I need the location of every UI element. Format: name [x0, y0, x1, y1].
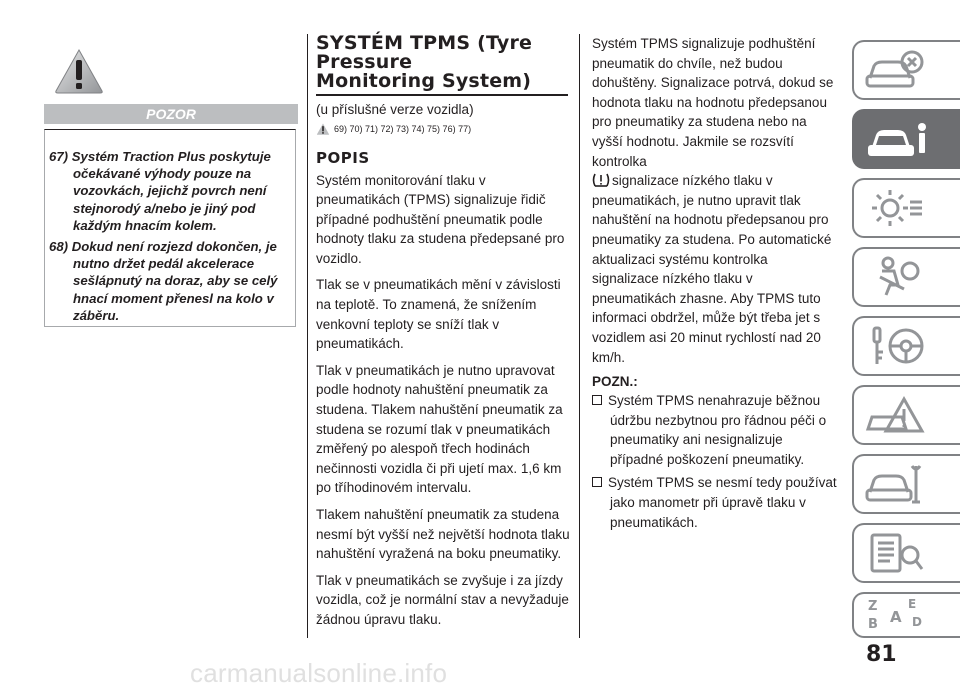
svg-text:A: A: [890, 608, 902, 626]
tab-specifications[interactable]: [852, 523, 960, 583]
tab-safety[interactable]: [852, 247, 960, 307]
paragraph: [592, 34, 838, 367]
car-dashboard-info-icon: [864, 117, 934, 161]
note-item: [592, 391, 838, 469]
column-divider: [307, 34, 308, 638]
title-line: SYSTÉM TPMS (Tyre: [316, 32, 533, 54]
title-underline: [316, 94, 568, 96]
version-note: (u příslušné verze vozidla): [316, 101, 474, 117]
subsection-title: POPIS: [316, 148, 370, 167]
note-text: Systém TPMS se nesmí tedy používat jako manometr při úpravě tlaku v pneumatikách.: [608, 475, 837, 530]
tab-emergency[interactable]: [852, 385, 960, 445]
car-info-icon: [864, 48, 928, 92]
specifications-list-icon: [864, 531, 928, 575]
warning-note: 68) Dokud není rozjezd dokončen, je nutno držet pedál akcelerace sešlápnutý na doraz, aby se celý hnací moment přenesl na kolo v záběru.: [49, 239, 278, 323]
tab-lights[interactable]: [852, 178, 960, 238]
tab-dashboard-info[interactable]: [852, 109, 960, 169]
tab-car-info[interactable]: [852, 40, 960, 100]
watermark: carmanualsonline.info: [190, 658, 448, 688]
tab-service[interactable]: [852, 454, 960, 514]
svg-text:D: D: [912, 615, 922, 629]
svg-text:E: E: [908, 597, 917, 611]
index-alphabet-icon: [864, 596, 928, 634]
warning-references: [316, 123, 570, 135]
checkbox-bullet-icon: [592, 395, 602, 405]
car-service-icon: [864, 462, 928, 506]
paragraph-text: Systém TPMS signalizuje podhuštění pneumatik do chvíle, než budou dohuštěny. Signalizace potrvá, dokud se hodnota tlaku na hodnotu předepsanou pro pneumatiky za studena nebo na vyšší hodnotu. Jakmile se rozsvítí kontrolka: [592, 36, 834, 169]
tab-index[interactable]: [852, 592, 960, 638]
checkbox-bullet-icon: [592, 477, 602, 487]
section-title: [316, 34, 570, 91]
tpms-section: [316, 34, 570, 637]
warning-note: 67) Systém Traction Plus poskytuje očekávané výhody pouze na vozovkách, jejichž povrch není stejnorodý a/nebo je jiný pod každým hnacím kolem.: [49, 149, 271, 233]
paragraph-text: signalizace nízkého tlaku v pneumatikách, je nutno upravit tlak nahuštění na hodnotu předepsanou pro pneumatiky za studena. Po automatické aktualizaci systému kontrolka signalizace nízkého tlaku v pneumatikách zhasne. Aby TPMS tuto informaci obdržel, může být třeba jet s vozidlem asi 20 minut rychlostí nad 20 km/h.: [592, 173, 832, 365]
paragraph: Tlak v pneumatikách se zvyšuje i za jízdy vozidla, což je normální stav a nevyžaduje žádnou úpravu tlaku.: [316, 572, 569, 627]
reference-numbers: 69) 70) 71) 72) 73) 74) 75) 76) 77): [334, 123, 472, 134]
paragraph: Tlakem nahuštění pneumatik za studena nesmí být vyšší než největší hodnota tlaku nahuštění vyražená na boku pneumatiky.: [316, 507, 570, 562]
title-line: Monitoring System): [316, 70, 532, 92]
note-label: POZN.:: [592, 374, 638, 390]
warning-triangle-icon: [54, 48, 104, 94]
paragraph: Tlak se v pneumatikách mění v závislosti na teplotě. To znamená, že snížením venkovní teploty se sníží tlak v pneumatikách.: [316, 277, 561, 352]
svg-text:B: B: [868, 617, 878, 632]
page-number: 81: [866, 642, 897, 667]
paragraph: Tlak v pneumatikách je nutno upravovat podle hodnoty nahuštění pneumatik za studena. Tlakem nahuštění pneumatik za studena se rozumí tlak v pneumatikách změřený po alespoň třech hodinách nečinnosti vozidla či při ujetí max. 1,6 km po tříhodinovém intervalu.: [316, 362, 563, 496]
warning-header: POZOR: [44, 104, 298, 124]
tab-starting-driving[interactable]: [852, 316, 960, 376]
warning-triangle-icon: [864, 393, 928, 437]
note-item: [592, 473, 838, 532]
tpms-continued: [592, 34, 838, 536]
airbag-safety-icon: [864, 255, 928, 299]
starting-driving-icon: [864, 324, 928, 368]
tire-pressure-warning-icon: [592, 172, 610, 188]
warning-box: [44, 129, 296, 327]
note-text: Systém TPMS nenahrazuje běžnou údržbu nezbytnou pro řádnou péči o pneumatiky ani nesignalizuje případné poškození pneumatiky.: [608, 393, 827, 467]
title-line: Pressure: [316, 51, 413, 73]
svg-text:Z: Z: [868, 599, 878, 614]
lights-icon: [864, 186, 928, 230]
paragraph: Systém monitorování tlaku v pneumatikách (TPMS) signalizuje řidič případné podhuštění pneumatik podle hodnoty tlaku za studena předepsané pro vozidlo.: [316, 172, 565, 266]
warning-triangle-icon: [316, 123, 330, 135]
column-divider: [579, 34, 580, 638]
